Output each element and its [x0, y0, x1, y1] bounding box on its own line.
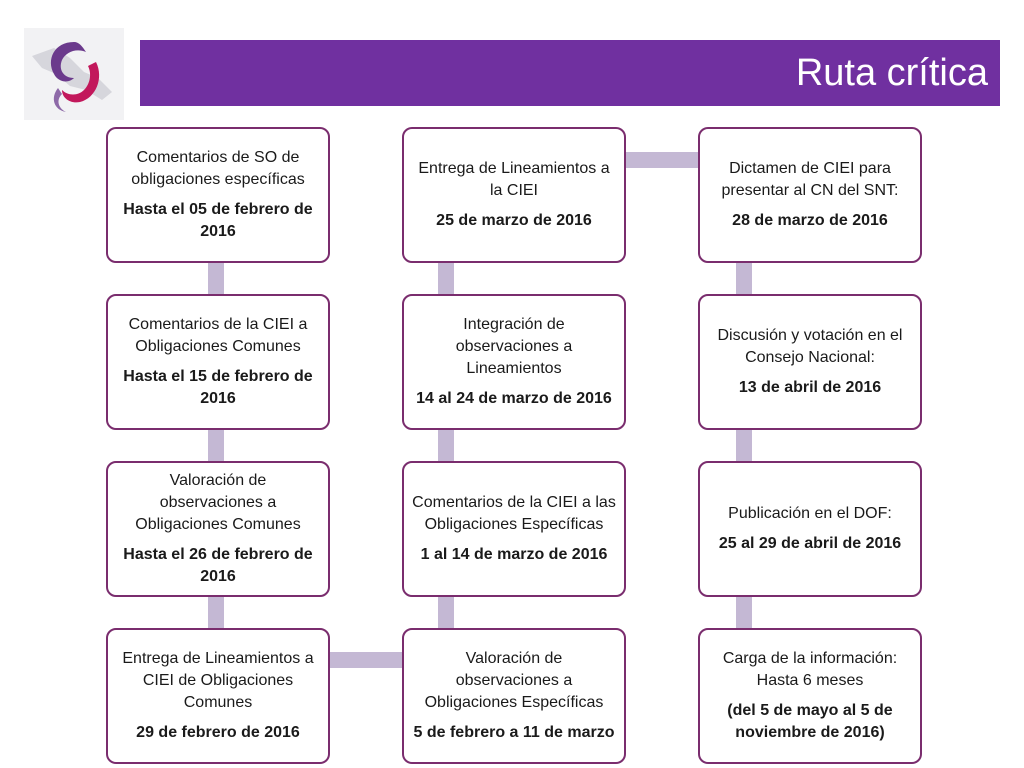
step-date: 13 de abril de 2016: [738, 379, 882, 396]
institution-logo: [24, 28, 124, 120]
connector: [736, 427, 752, 465]
step-label: Discusión y votación en el Consejo Nacional:: [717, 327, 903, 366]
step-label: Comentarios de la CIEI a Obligaciones Comunes: [128, 316, 308, 355]
step-box: [106, 294, 330, 430]
step-box: [402, 127, 626, 263]
step-label: Carga de la información: Hasta 6 meses: [722, 650, 898, 689]
step-date: 28 de marzo de 2016: [732, 212, 888, 229]
step-date: Hasta el 05 de febrero de 2016: [123, 201, 313, 240]
step-box: [402, 461, 626, 597]
step-date: Hasta el 15 de febrero de 2016: [123, 368, 313, 407]
step-label: Valoración de observaciones a Obligaciones Específicas: [424, 650, 604, 711]
connector: [328, 652, 404, 668]
connector: [208, 594, 224, 632]
connector: [736, 594, 752, 632]
step-label: Dictamen de CIEI para presentar al CN del SNT:: [721, 160, 899, 199]
step-date: 29 de febrero de 2016: [136, 724, 300, 741]
step-date: Hasta el 26 de febrero de 2016: [123, 546, 313, 585]
step-label: Comentarios de la CIEI a las Obligaciones Específicas: [412, 494, 616, 533]
step-box: [698, 294, 922, 430]
step-label: Comentarios de SO de obligaciones específicas: [131, 149, 305, 188]
step-box: [106, 127, 330, 263]
step-label: Entrega de Lineamientos a la CIEI: [418, 160, 610, 199]
step-label: Entrega de Lineamientos a CIEI de Obligaciones Comunes: [122, 650, 314, 711]
connector: [736, 260, 752, 298]
step-box: [106, 628, 330, 764]
step-box: [698, 127, 922, 263]
step-date: 1 al 14 de marzo de 2016: [420, 546, 608, 563]
connector: [438, 594, 454, 632]
step-date: 25 de marzo de 2016: [436, 212, 592, 229]
header-bar: [140, 40, 1000, 106]
connector: [208, 427, 224, 465]
step-box: [698, 461, 922, 597]
connector: [208, 260, 224, 298]
connector: [438, 260, 454, 298]
step-label: Valoración de observaciones a Obligaciones Comunes: [135, 472, 301, 533]
step-box: [402, 628, 626, 764]
step-date: 25 al 29 de abril de 2016: [718, 535, 902, 552]
step-box: [402, 294, 626, 430]
connector: [438, 427, 454, 465]
step-label: Integración de observaciones a Lineamientos: [455, 316, 573, 377]
step-label: Publicación en el DOF:: [728, 505, 892, 522]
step-date: 5 de febrero a 11 de marzo: [413, 724, 615, 741]
step-date: 14 al 24 de marzo de 2016: [416, 390, 612, 407]
step-box: [698, 628, 922, 764]
step-box: [106, 461, 330, 597]
page-title: Ruta crítica: [795, 52, 988, 94]
step-date: (del 5 de mayo al 5 de noviembre de 2016): [727, 702, 893, 741]
connector: [624, 152, 700, 168]
